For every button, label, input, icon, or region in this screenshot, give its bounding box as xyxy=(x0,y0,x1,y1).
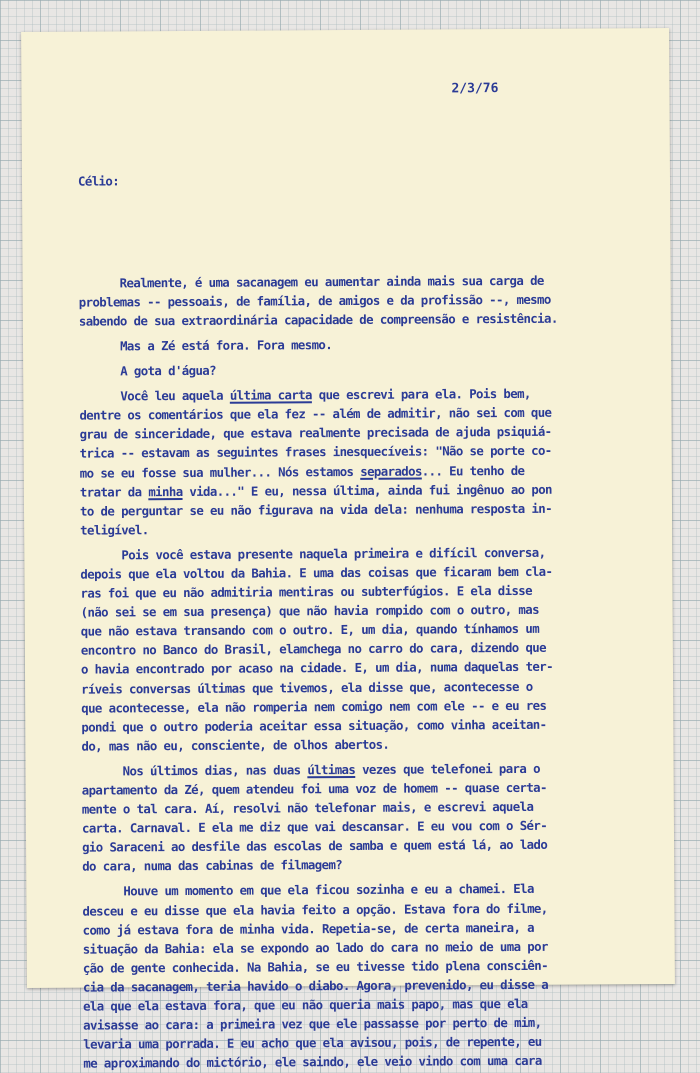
paragraph xyxy=(82,758,647,876)
text-segment: vezes que telefonei para o xyxy=(355,760,540,777)
text-segment: vida..." E eu, nessa última, ainda fui ingênuo ao pon xyxy=(182,481,552,499)
text-segment: sabendo de sua extraordinária capacidade de compreensão e resistência. xyxy=(78,310,558,329)
underlined-text: últimas xyxy=(307,761,356,778)
text-segment: levaria uma porrada. E eu acho que ela avisou, pois, de repente, eu xyxy=(83,1034,542,1052)
text-segment: avisasse ao cara: a primeira vez que ele passasse por perto de mim, xyxy=(83,1014,542,1033)
paragraph xyxy=(82,879,647,1073)
text-segment: o havia encontrado por acaso na cidade. E, um dia, numa daquelas ter- xyxy=(80,659,553,678)
text-segment: que escrevi para ela. Pois bem, xyxy=(311,386,531,403)
text-segment: Você leu aquela xyxy=(79,387,230,404)
underlined-text: última carta xyxy=(229,387,312,403)
text-segment: trica -- estavam as seguintes frases inesquecíveis: "Não se porte co- xyxy=(79,443,552,462)
text-segment: ção de gente conhecida. Na Bahia, se eu tivesse tido plena consciên- xyxy=(82,957,548,976)
text-segment: carta. Carnaval. E ela me diz que vai descansar. E eu vou com o Sér- xyxy=(81,817,548,836)
text-segment: grau de sinceridade, que estava realmente precisada de ajuda psiquiá- xyxy=(79,424,552,442)
paragraph xyxy=(79,270,643,331)
text-segment: situação da Bahia: ela se expondo ao lado do cara no meio de uma por xyxy=(82,938,548,957)
text-segment: ríveis conversas últimas que tivemos, ela disse que, acontecesse o xyxy=(81,678,533,697)
letter-body xyxy=(78,130,648,1073)
text-segment: pondi que o outro poderia aceitar essa situação, como vinha aceitan- xyxy=(81,716,547,735)
text-segment: problemas -- pessoais, de família, de amigos e da profissão --, mesmo xyxy=(78,291,551,310)
salutation: Célio: xyxy=(77,173,120,189)
text-segment: apartamento da Zé, quem atendeu foi uma voz de homem -- quase certa- xyxy=(81,779,547,798)
text-segment: como já estava fora de minha vida. Repetia-se, de certa maneira, a xyxy=(82,919,535,938)
text-segment: mo se eu fosse sua mulher... Nós estamos xyxy=(79,463,361,481)
text-segment: Nos últimos dias, nas duas xyxy=(81,762,308,779)
text-segment: que não estava transando com o outro. E, um dia, quando tínhamos um xyxy=(80,621,540,639)
text-segment: ela que ela estava fora, que eu não queria mais papo, mas que ela xyxy=(82,995,528,1014)
text-line xyxy=(83,1050,647,1073)
text-segment: tratar da xyxy=(79,483,149,500)
text-segment: Mas a Zé está fora. Fora mesmo. xyxy=(78,337,333,354)
text-segment: cia da sacanagem, teria havido o diabo. Agora, prevenido, eu disse a xyxy=(82,976,549,995)
text-segment: to de perguntar se eu não figurava na vida dela: nenhuma resposta in- xyxy=(79,500,553,519)
text-segment: ras foi que eu não admitiria mentiras ou subterfúgios. E ela disse xyxy=(80,582,532,601)
text-segment: gio Saraceni ao desfile das escolas de samba e quem está lá, ao lado xyxy=(82,837,548,855)
text-segment: mente o tal cara. Aí, resolvi não telefonar mais, e escrevi aquela xyxy=(81,798,534,817)
text-segment: me aproximando do mictório, ele saindo, ele veio vindo com uma cara xyxy=(83,1053,542,1071)
underlined-text: minha xyxy=(148,483,183,499)
text-segment: do cara, numa das cabinas de filmagem? xyxy=(82,857,343,875)
paragraph xyxy=(80,542,645,755)
text-segment: Realmente, é uma sacanagem eu aumentar ainda mais sua carga de xyxy=(78,272,544,291)
text-segment: do, mas não eu, consciente, de olhos abertos. xyxy=(81,736,390,754)
text-segment: Pois você estava presente naquela primeira e difícil conversa, xyxy=(80,544,546,563)
text-segment: teligível. xyxy=(80,522,149,538)
text-segment: que acontecesse, ela não romperia nem comigo nem com ele -- e eu res xyxy=(81,697,547,716)
underlined-text: separados xyxy=(360,463,422,479)
text-segment: depois que ela voltou da Bahia. E uma das coisas que ficaram bem cla- xyxy=(80,563,553,582)
text-segment: (não sei se em sua presença) que não havia rompido com o outro, mas xyxy=(80,601,539,620)
text-segment: desceu e eu disse que ela havia feito a opção. Estava fora do filme, xyxy=(82,900,548,919)
text-segment: encontro no Banco do Brasil, elamchega no carro do cara, dizendo que xyxy=(80,640,547,658)
letter-date: 2/3/76 xyxy=(451,81,499,97)
text-segment: Houve um momento em que ela ficou sozinha e eu a chamei. Ela xyxy=(82,881,534,900)
text-segment: A gota d'água? xyxy=(79,362,216,379)
paragraph xyxy=(79,383,644,539)
text-segment: ... Eu tenho de xyxy=(421,462,525,479)
text-segment: dentre os comentários que ela fez -- além de admitir, não sei com que xyxy=(79,404,552,423)
typewritten-letter-page xyxy=(21,28,675,1071)
